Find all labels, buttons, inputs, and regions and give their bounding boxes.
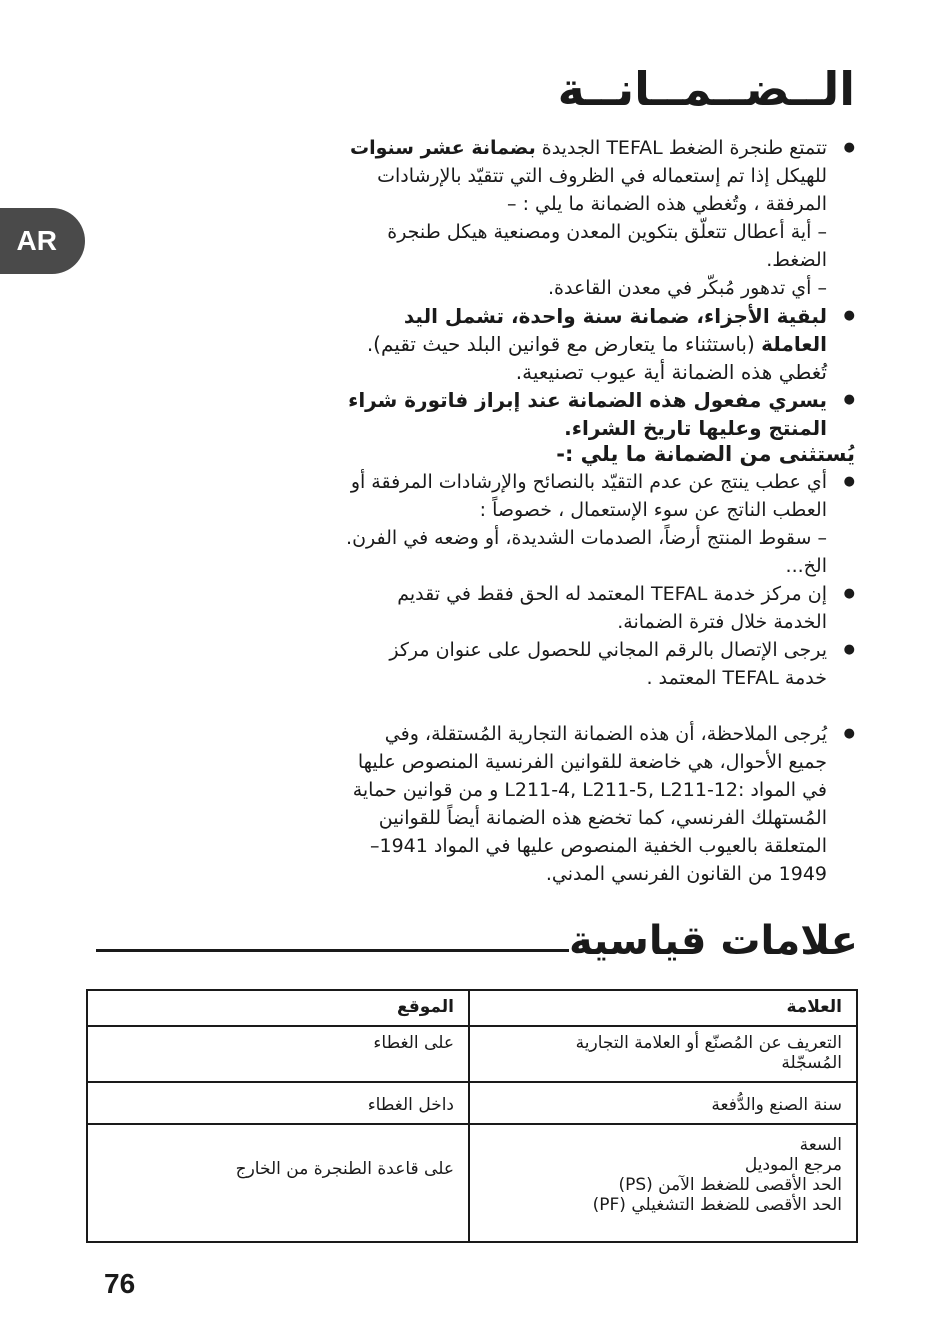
location-cell: على الغطاء (87, 1026, 469, 1082)
exclusion-item-3: ● يرجى الإتصال بالرقم المجاني للحصول على عنوان مركز خدمة TEFAL المعتمد . (345, 636, 855, 692)
table-header-row (87, 990, 857, 1026)
warranty-sub-line-1: – أية أعطال تتعلّق بتكوين المعدن ومصنعية هيكل طنجرة الضغط. (387, 221, 827, 271)
standards-table (86, 989, 858, 1243)
location-cell: على قاعدة الطنجرة من الخارج (87, 1124, 469, 1242)
mark-cell: السعة مرجع الموديل الحد الأقصى للضغط الآمن (PS) الحد الأقصى للضغط التشغيلي (PF) (469, 1124, 857, 1242)
warranty-item-1-bold: بضمانة عشر سنوات (350, 137, 536, 159)
exclusion-item-1-sub: – سقوط المنتج أرضاً، الصدمات الشديدة، أو وضعه في الفرن. الخ... (346, 527, 827, 577)
mark-cell: التعريف عن المُصنّع أو العلامة التجارية المُسجّلة (469, 1026, 857, 1082)
standards-title: علامات قياسية (568, 918, 858, 964)
table-row (87, 1082, 857, 1124)
column-header-location: الموقع (87, 990, 469, 1026)
language-tab: AR (0, 208, 85, 274)
page-number: 76 (104, 1268, 136, 1299)
warranty-item-3 (345, 386, 855, 442)
warranty-item-1: ● تتمتع طنجرة الضغط TEFAL الجديدة بضمانة عشر سنوات للهيكل إذا تم إستعماله في الظروف التي تتقيّد بالإرشادات المرفقة ، وتُغطي هذه الضمانة ما يلي : – (345, 134, 855, 218)
mark-cell: سنة الصنع والدُّفعة (469, 1082, 857, 1124)
warranty-item-2: ● لبقية الأجزاء، ضمانة سنة واحدة، تشمل اليد العاملة (باستثناء ما يتعارض مع قوانين البلد حيث تقيم). تُغطي هذه الضمانة أية عيوب تصنيعية. (345, 302, 855, 386)
location-cell: داخل الغطاء (87, 1082, 469, 1124)
exclusion-item-1: ● أي عطب ينتج عن عدم التقيّد بالنصائح والإرشادات المرفقة أو العطب الناتج عن سوء الإستعمال ، خصوصاً : (345, 468, 855, 524)
exclusions-heading: يُستثنى من الضمانة ما يلي :- (556, 442, 855, 466)
exclusions-section (345, 440, 855, 888)
warranty-item-3-bold: يسري مفعول هذه الضمانة عند إبراز فاتورة شراء المنتج وعليها تاريخ الشراء. (348, 388, 827, 440)
table-row (87, 1124, 857, 1242)
standards-title-rule (96, 949, 569, 952)
table-row (87, 1026, 857, 1082)
warranty-section (345, 134, 855, 442)
standards-header (88, 918, 858, 964)
warranty-item-2-bold: لبقية الأجزاء، ضمانة سنة واحدة، تشمل اليد العاملة (403, 304, 827, 356)
warranty-title: الــضــمــانــة (557, 62, 855, 116)
warranty-sub-line-2: – أي تدهور مُبكّر في معدن القاعدة. (547, 277, 827, 299)
exclusion-item-4: ● يُرجى الملاحظة، أن هذه الضمانة التجارية المُستقلة، وفي جميع الأحوال، هي خاضعة للقوانين الفرنسية المنصوص عليها في المواد :L211-4, L211-5, L211-12 و من قوانين حماية المُستهلك الفرنسي، كما تخضع هذه الضمانة أيضاً للقوانين المتعلقة بالعيوب الخفية المنصوص عليها في المواد 1941–1949 من القانون الفرنسي المدني. (345, 720, 855, 888)
exclusion-item-2: ● إن مركز خدمة TEFAL المعتمد له الحق فقط في تقديم الخدمة خلال فترة الضمانة. (345, 580, 855, 636)
column-header-mark: العلامة (469, 990, 857, 1026)
